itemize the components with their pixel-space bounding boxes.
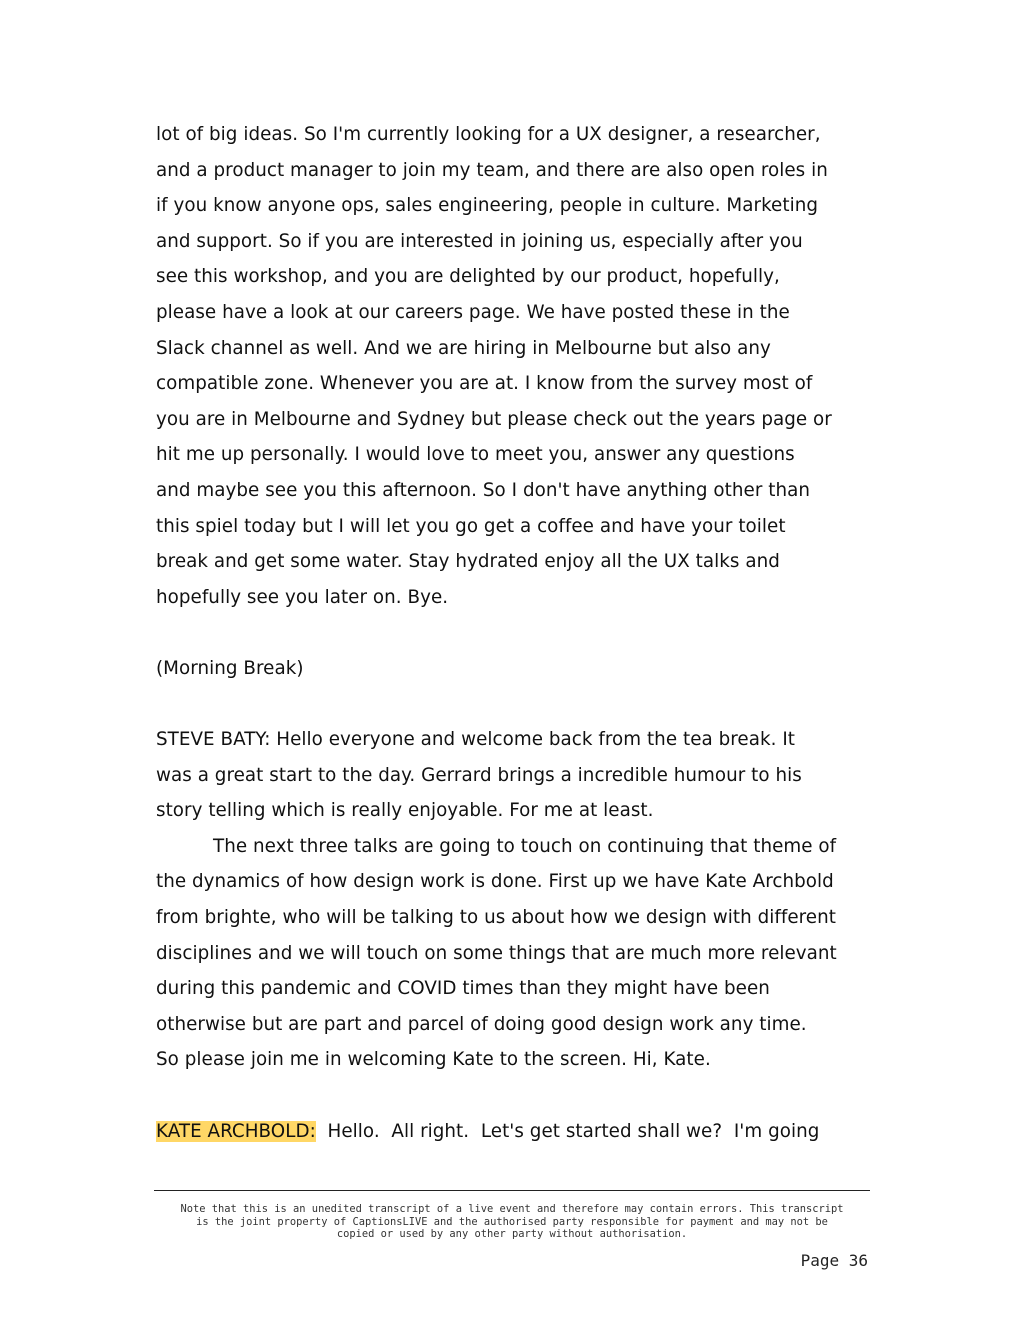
speaker-name-highlight: KATE ARCHBOLD: bbox=[156, 1120, 316, 1142]
transcript-line: this spiel today but I will let you go get a coffee and have your toilet bbox=[156, 515, 786, 537]
transcript-line: otherwise but are part and parcel of doing good design work any time. bbox=[156, 1013, 807, 1035]
transcript-line: The next three talks are going to touch on continuing that theme of bbox=[213, 835, 837, 857]
transcript-line: So please join me in welcoming Kate to the screen. Hi, Kate. bbox=[156, 1049, 711, 1071]
transcript-line: and a product manager to join my team, and there are also open roles in bbox=[156, 159, 828, 181]
footer-divider bbox=[154, 1190, 870, 1191]
break-marker: (Morning Break) bbox=[156, 657, 304, 679]
transcript-line: compatible zone. Whenever you are at. I know from the survey most of bbox=[156, 373, 813, 395]
transcript-body bbox=[156, 117, 876, 1149]
footer-note-line: Note that this is an unedited transcript of a live event and therefore may contain errors. This transcript bbox=[180, 1203, 844, 1215]
transcript-line: lot of big ideas. So I'm currently looking for a UX designer, a researcher, bbox=[156, 124, 821, 145]
transcript-line: the dynamics of how design work is done. First up we have Kate Archbold bbox=[156, 871, 834, 893]
transcript-line: hopefully see you later on. Bye. bbox=[156, 586, 449, 608]
transcript-line: see this workshop, and you are delighted by our product, hopefully, bbox=[156, 266, 780, 288]
footer-note-line: is the joint property of CaptionsLIVE and the authorised party responsible for payment and may not be bbox=[196, 1215, 828, 1228]
transcript-line: Slack channel as well. And we are hiring in Melbourne but also any bbox=[156, 337, 771, 359]
transcript-line: please have a look at our careers page. We have posted these in the bbox=[156, 301, 790, 323]
paragraph-gap bbox=[156, 687, 876, 723]
paragraph-gap bbox=[156, 615, 876, 651]
footer-note-line: copied or used by any other party without authorisation. bbox=[336, 1228, 688, 1241]
transcript-line: STEVE BATY: Hello everyone and welcome back from the tea break. It bbox=[156, 729, 795, 751]
transcript-line: story telling which is really enjoyable. For me at least. bbox=[156, 800, 654, 822]
transcript-line: was a great start to the day. Gerrard brings a incredible humour to his bbox=[156, 764, 802, 786]
transcript-line: break and get some water. Stay hydrated enjoy all the UX talks and bbox=[156, 551, 780, 573]
footer-disclaimer bbox=[154, 1203, 870, 1241]
transcript-line: and maybe see you this afternoon. So I don't have anything other than bbox=[156, 479, 810, 501]
paragraph-gap bbox=[156, 1078, 876, 1114]
transcript-line: if you know anyone ops, sales engineering, people in culture. Marketing bbox=[156, 195, 818, 217]
transcript-line: and support. So if you are interested in joining us, especially after you bbox=[156, 230, 803, 252]
page-number: Page 36 bbox=[800, 1251, 868, 1270]
transcript-line: disciplines and we will touch on some things that are much more relevant bbox=[156, 942, 837, 964]
speaker-text: Hello. All right. Let's get started shall we? I'm going bbox=[315, 1120, 820, 1142]
transcript-line: during this pandemic and COVID times than they might have been bbox=[156, 978, 770, 1000]
transcript-line: you are in Melbourne and Sydney but please check out the years page or bbox=[156, 408, 832, 430]
transcript-line: from brighte, who will be talking to us about how we design with different bbox=[156, 907, 836, 929]
transcript-line-last bbox=[156, 1114, 876, 1150]
transcript-line: hit me up personally. I would love to meet you, answer any questions bbox=[156, 444, 795, 466]
